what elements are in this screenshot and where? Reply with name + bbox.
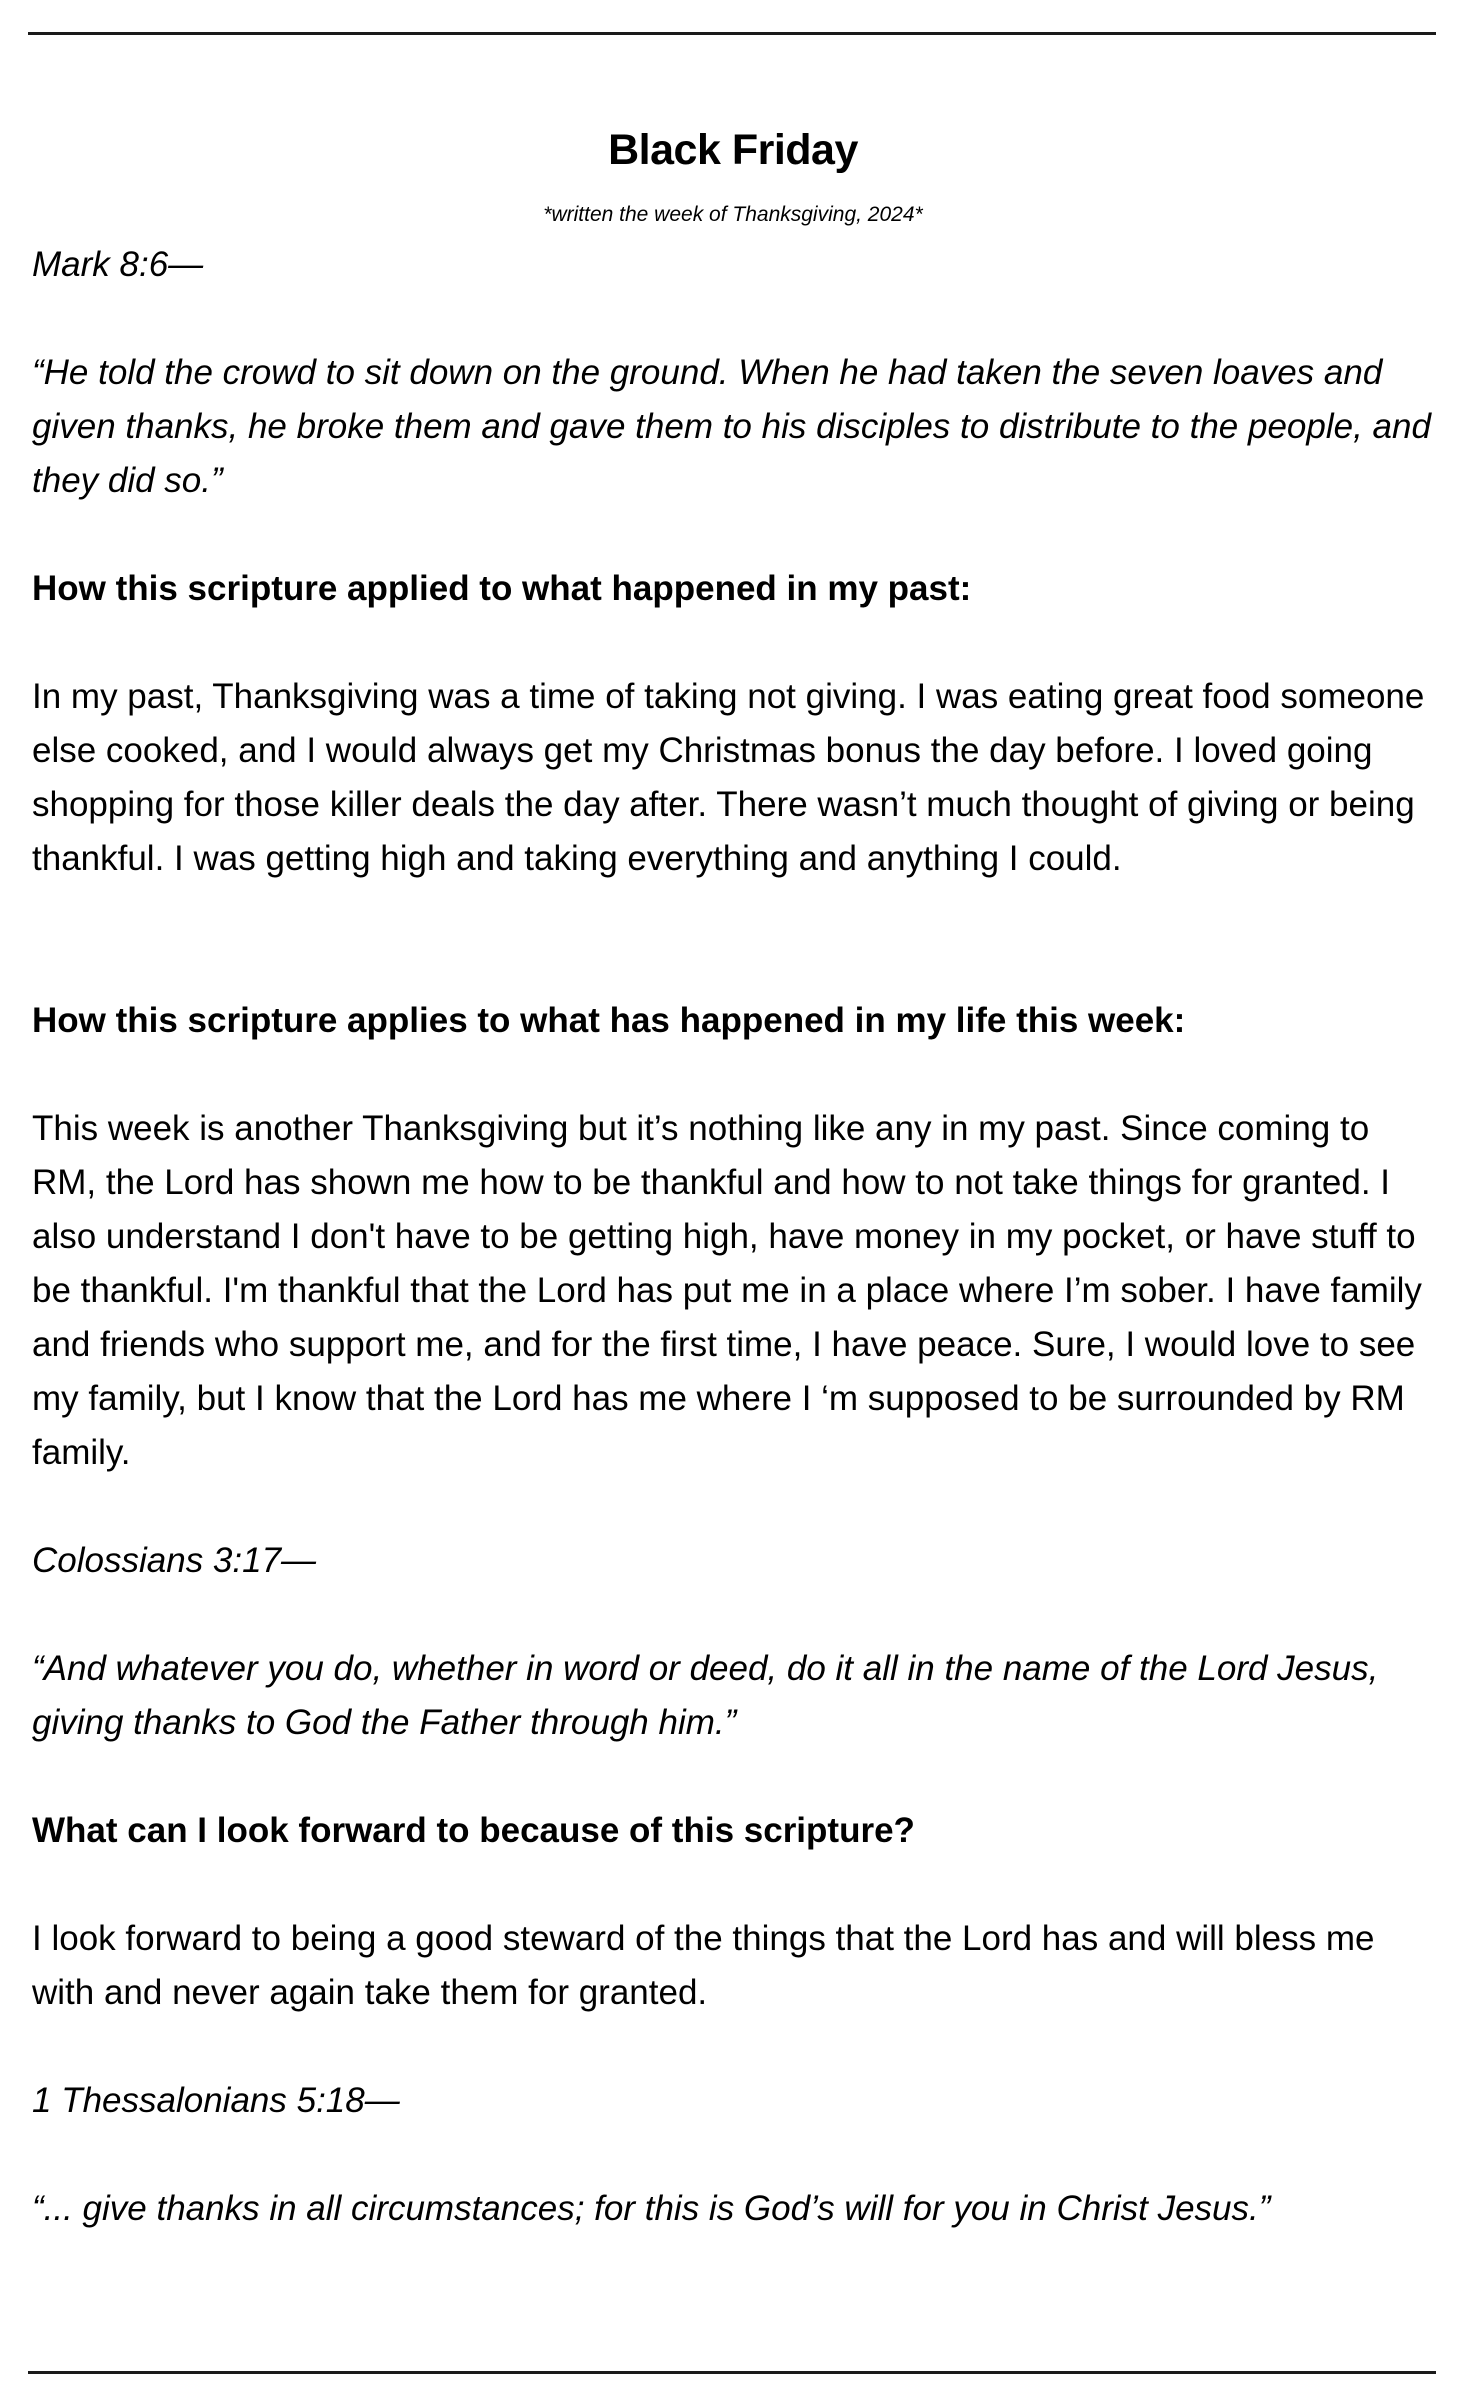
scripture-reference-colossians: Colossians 3:17— — [32, 1541, 317, 1580]
top-divider — [28, 32, 1436, 35]
scripture-reference-thessalonians: 1 Thessalonians 5:18— — [32, 2081, 400, 2120]
scripture-quote-colossians: “And whatever you do, whether in word or deed, do it all in the name of the Lord Jesus, giving thanks to God the Father through him.” — [32, 1649, 1379, 1742]
page-subtitle: *written the week of Thanksgiving, 2024* — [543, 203, 923, 226]
scripture-quote-thessalonians: “... give thanks in all circumstances; for this is God’s will for you in Christ Jesus.” — [32, 2189, 1271, 2228]
paragraph-this-week: This week is another Thanksgiving but it’s nothing like any in my past. Since coming to RM, the Lord has shown me how to be thankful and how to not take things for granted. I also understand I don't have to be getting high, have money in my pocket, or have stuff to be thankful. I'm thankful that the Lord has put me in a place where I’m sober. I have family and friends who support me, and for the first time, I have peace. Sure, I would love to see my family, but I know that the Lord has me where I ‘m supposed to be surrounded by RM family. — [32, 1109, 1422, 1472]
heading-this-week: How this scripture applies to what has happened in my life this week: — [32, 1001, 1186, 1040]
paragraph-look-forward: I look forward to being a good steward of the things that the Lord has and will bless me with and never again take them for granted. — [32, 1919, 1375, 2012]
heading-look-forward: What can I look forward to because of this scripture? — [32, 1811, 915, 1850]
scripture-quote-mark: “He told the crowd to sit down on the ground. When he had taken the seven loaves and given thanks, he broke them and gave them to his disciples to distribute to the people, and they did so.” — [32, 353, 1431, 500]
paragraph-past: In my past, Thanksgiving was a time of taking not giving. I was eating great food someone else cooked, and I would always get my Christmas bonus the day before. I loved going shopping for those killer deals the day after. There wasn’t much thought of giving or being thankful. I was getting high and taking everything and anything I could. — [32, 677, 1425, 878]
bottom-divider — [28, 2371, 1436, 2374]
page-title: Black Friday — [608, 126, 858, 174]
heading-past: How this scripture applied to what happened in my past: — [32, 569, 972, 608]
scripture-reference-mark: Mark 8:6— — [32, 245, 204, 284]
